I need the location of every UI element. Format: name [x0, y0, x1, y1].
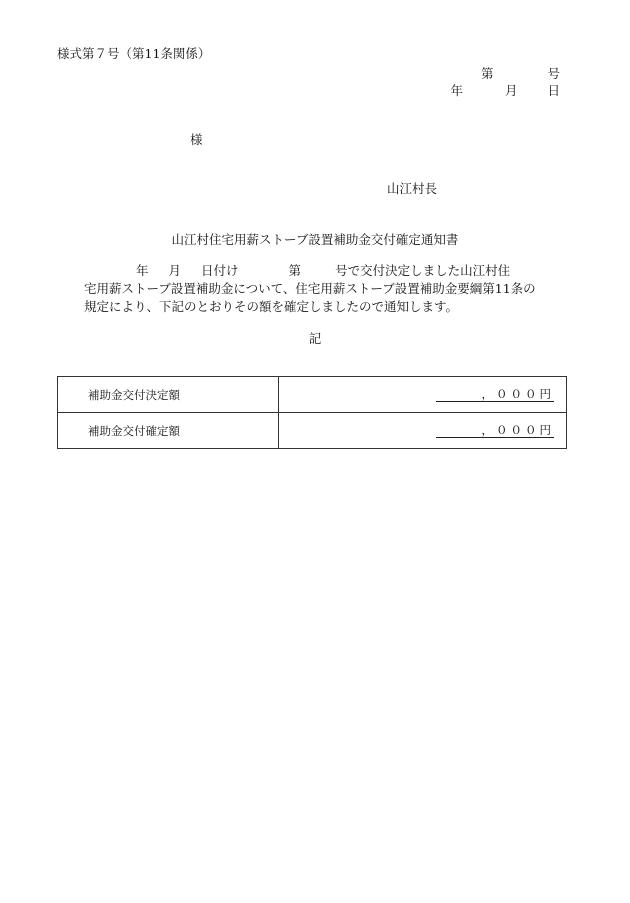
ki-heading: 記: [308, 331, 322, 346]
body-month: 月: [168, 263, 182, 278]
document-number-line: [481, 68, 560, 81]
body-dai: 第: [288, 263, 302, 278]
row-label: 補助金交付確定額: [58, 413, 279, 449]
date-year: 年: [450, 83, 463, 98]
body-line-1: [84, 262, 564, 280]
amount-cell: [279, 377, 567, 413]
amount-cell: [279, 413, 567, 449]
body-line-3: 規定により、下記のとおりその額を確定しましたので通知します。: [84, 299, 459, 314]
number-prefix: 第: [480, 66, 494, 81]
body-paragraph: [84, 262, 564, 316]
table-row: [58, 413, 567, 449]
body-year: 年: [136, 263, 149, 278]
date-month: 月: [504, 83, 518, 98]
document-date-line: [450, 85, 560, 98]
addressee-honorific: 様: [190, 132, 203, 147]
body-line-1-rest: 号で交付決定しました山江村住: [335, 263, 511, 278]
table-row: [58, 377, 567, 413]
issuer-name: 山江村長: [387, 181, 438, 196]
amount-table: [57, 376, 567, 449]
row-label: 補助金交付決定額: [58, 377, 279, 413]
body-dated: 日付け: [201, 263, 239, 278]
number-suffix: 号: [547, 66, 560, 81]
body-line-2: 宅用薪ストーブ設置補助金について、住宅用薪ストーブ設置補助金要綱第11条の: [84, 281, 536, 296]
form-number-label: 様式第７号（第11条関係）: [57, 46, 211, 61]
date-day: 日: [547, 83, 560, 98]
amount-value: ，０００円: [436, 423, 555, 438]
amount-value: ，０００円: [436, 387, 555, 402]
document-title: 山江村住宅用薪ストーブ設置補助金交付確定通知書: [171, 232, 459, 247]
